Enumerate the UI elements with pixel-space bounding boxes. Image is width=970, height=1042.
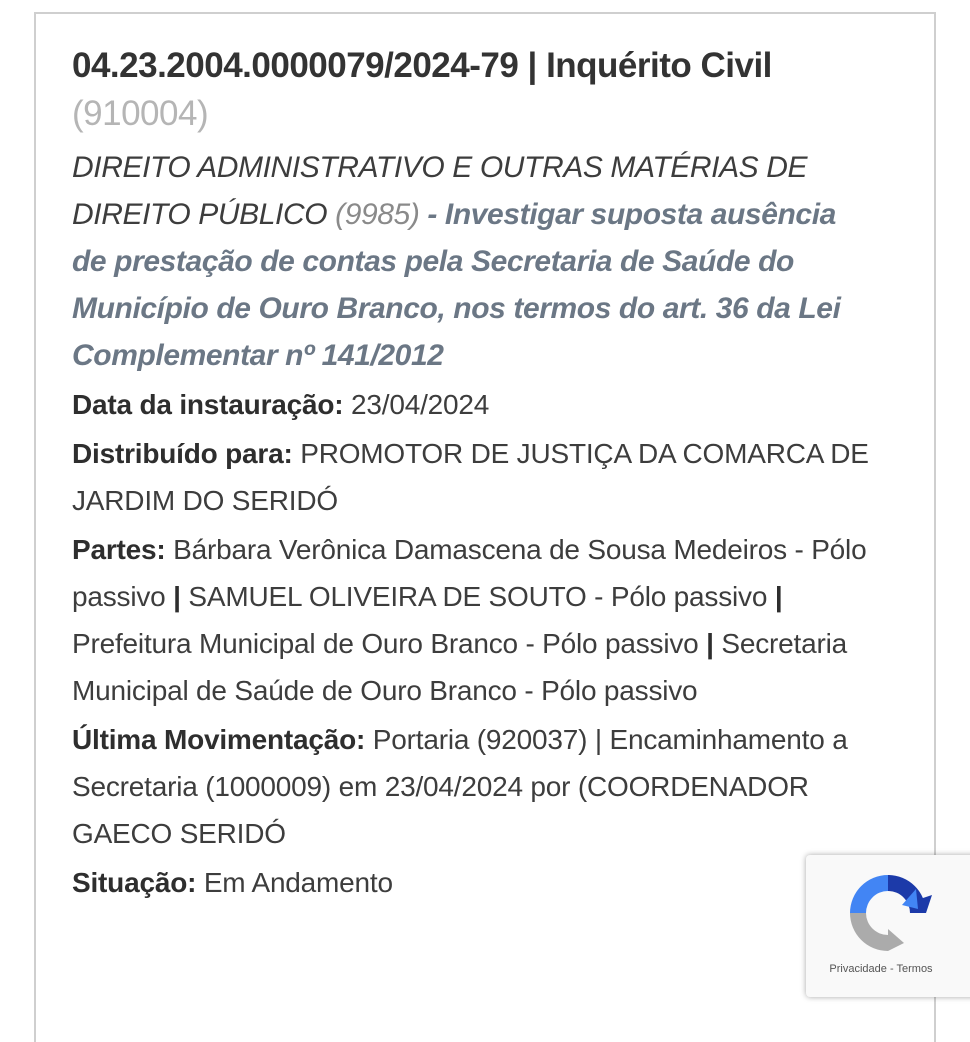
recaptcha-links <box>806 963 956 975</box>
recaptcha-logo-icon <box>844 869 932 957</box>
party-separator: | <box>173 581 181 612</box>
field-partes <box>72 526 872 714</box>
field-label: Situação: <box>72 867 197 898</box>
recaptcha-badge[interactable] <box>806 855 970 997</box>
subject-description: - Investigar suposta ausência de prestação de contas pela Secretaria de Saúde do Município de Ouro Branco, nos termos do art. 36 da Lei Complementar nº 141/2012 <box>72 198 841 372</box>
field-data-instauracao <box>72 381 872 428</box>
subject-area: DIREITO ADMINISTRATIVO E OUTRAS MATÉRIAS DE DIREITO PÚBLICO <box>72 151 808 231</box>
field-label: Distribuído para: <box>72 438 293 469</box>
party-separator: | <box>706 628 714 659</box>
privacy-link[interactable]: Privacidade <box>829 963 887 975</box>
terms-link[interactable]: Termos <box>896 963 933 975</box>
subject-code: (9985) <box>335 198 420 231</box>
party-item: Bárbara Verônica Damascena de Sousa Medeiros - Pólo passivo <box>72 534 867 612</box>
record-title <box>72 42 872 138</box>
field-label: Última Movimentação: <box>72 724 366 755</box>
status-value: Em Andamento <box>203 867 393 898</box>
record-subject <box>72 144 872 379</box>
record-content <box>72 42 872 906</box>
field-distribuido-para <box>72 430 872 524</box>
record-type-code: (910004) <box>72 94 209 133</box>
party-item: SAMUEL OLIVEIRA DE SOUTO - Pólo passivo <box>188 581 768 612</box>
field-label: Partes: <box>72 534 166 565</box>
record-number: 04.23.2004.0000079/2024-79 | Inquérito Civil <box>72 46 772 85</box>
field-label: Data da instauração: <box>72 389 344 420</box>
party-item: Prefeitura Municipal de Ouro Branco - Pólo passivo <box>72 628 699 659</box>
party-separator: | <box>774 581 783 612</box>
field-ultima-movimentacao <box>72 716 872 857</box>
party-item: Secretaria Municipal de Saúde de Ouro Branco - Pólo passivo <box>72 628 847 706</box>
field-value: Portaria (920037) | Encaminhamento a Secretaria (1000009) em 23/04/2024 por (COORDENADOR GAECO SERIDÓ <box>72 724 848 849</box>
link-separator: - <box>889 963 894 975</box>
field-situacao <box>72 859 872 906</box>
field-value: PROMOTOR DE JUSTIÇA DA COMARCA DE JARDIM DO SERIDÓ <box>72 438 869 516</box>
field-value: 23/04/2024 <box>351 389 490 420</box>
record-card <box>34 12 936 1042</box>
